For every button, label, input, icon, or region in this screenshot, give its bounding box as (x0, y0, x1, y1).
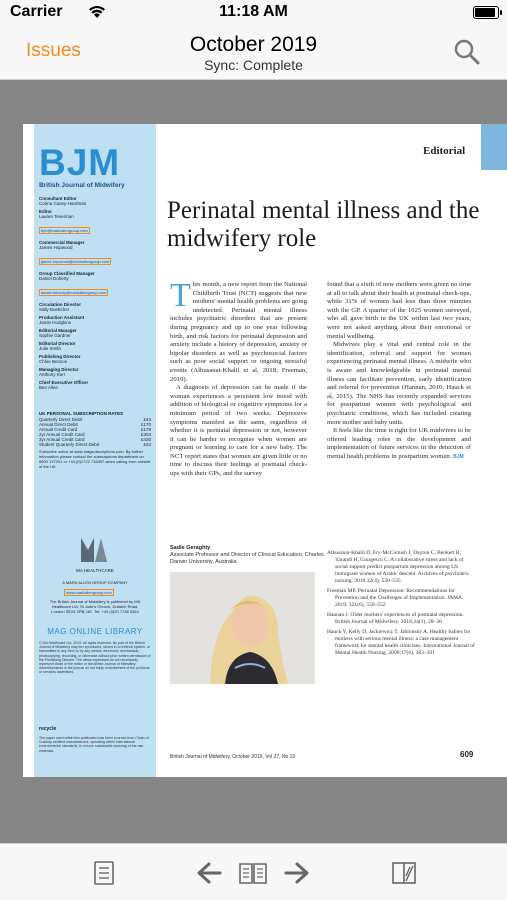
section-label: Editorial (423, 145, 466, 157)
magazine-page[interactable] (23, 124, 507, 777)
section-tab (481, 124, 507, 170)
sync-status: Sync: Complete (204, 57, 303, 73)
paragraph-text: his month, a new report from the National Childbirth Trust (NCT) suggests that new mothers' mental health problems are going undetected. Perinatal mental illness includes psychiatric disorders that are present during pregnancy and up to one year following birth, and risk factors for perinatal depression and anxiety include a history of depression, anxiety or bipolar disorders as well as psychosocial factors such as poor social support or ongoing stressful events (Alhusanat-Khalil et al, 2018; Freeman, 2019). (170, 281, 307, 383)
rate-row: Annual Credit Card £179 (39, 427, 151, 432)
mag-online-library: MAG ONLINE LIBRARY (47, 627, 143, 636)
staff-entry: Group Classified Manager Daniel Doherty daniel.doherty@markallengroup.com (39, 271, 107, 295)
author-block (170, 545, 330, 566)
staff-entry: Circulation Director Sally Boettcher (39, 302, 82, 312)
bjm-logo: BJM (39, 142, 121, 183)
paragraph: A diagnosis of depression can be made if the woman experiences a persistent low mood with addition of biological or cognitive symptoms for a minimum period of two weeks. Depressive symptoms manifest as the same, regardless of whether it is perinatal depression or not, however it can be harder to recognise when women are pregnant or learning to care for a new baby. The NCT report states that women are given little or no time to discuss their feelings at postnatal check-ups with their GPs, and the survey (170, 384, 307, 478)
recycle-logo: recycle (39, 726, 57, 732)
email-link[interactable]: bjm@markallengroup.com (41, 228, 88, 233)
rate-row: Quarterly Direct Debit £43 (39, 417, 151, 422)
paragraph: Midwives play a vital and central role in the identification, referral and support for women experiencing perinatal mental illness. A midwife who is aware and knowledgeable in perinatal mental illness can facilitate prevention, early identification and referral for prevention (Hannan, 2016; Hauck et al, 2015). The NHS has recently expanded services for postpartum women with psychological and psychiatric conditions, which has included creating more mother and baby units. (327, 341, 471, 426)
reference: Hannan J. Older mothers' experiences of postnatal depression. British Journal of Midwifery. 2016;24(1), 28–36 (327, 612, 464, 625)
back-arrow-icon[interactable] (194, 858, 224, 888)
issue-title: October 2019 (189, 33, 318, 56)
rate-row: Annual Direct Debit £170 (39, 422, 151, 427)
carrier-label: Carrier (10, 3, 63, 20)
email-link[interactable]: daniel.doherty@markallengroup.com (41, 290, 107, 295)
staff-entry: Commercial Manager James Hopwood james.hopwood@markallengroup.com (39, 240, 110, 264)
article-column-2 (327, 281, 471, 461)
bottom-toolbar (0, 843, 507, 900)
author-role: Associate Professor and Director of Clinical Education, Charles Darwin University, Australia (170, 552, 324, 565)
ma-site-link[interactable]: www.markallengroup.com (66, 590, 112, 595)
rate-row: 2yr Annual Credit Card £304 (39, 432, 151, 437)
status-time: 11:18 AM (219, 3, 288, 20)
staff-entry: Consultant Editor Corina Casey-Hardman (39, 196, 87, 206)
reference: Freeman MP. Perinatal Depression: Recommendations for Prevention and the Challenges of Implementation. JAMA. 2019; 321(6), 550–552 (327, 588, 464, 608)
ma-healthcare-logo (79, 534, 109, 564)
references-list (327, 550, 477, 660)
staff-entry: Production Assistant Jamie Hodgkins (39, 315, 85, 325)
search-icon[interactable] (453, 38, 481, 66)
rate-row: Student Quarterly Direct Debit £24 (39, 442, 151, 447)
author-photo (170, 572, 315, 684)
staff-entry: Publishing Director Chloe Benson (39, 354, 81, 364)
end-mark: BJM (453, 453, 464, 460)
staff-entry: Editorial Manager Sophie Gardner (39, 328, 77, 338)
layout-icon[interactable] (389, 858, 419, 888)
copyright-notice: © MA Healthcare Ltd, 2019. All rights reserved. No part of the British Journal of Midwifery may be reproduced, stored in a retrieval system, or transmitted in any form or by any means, electronic, mechanical, photocopying, recording, or otherwise without prior written permission of the Publishing Director. The views expressed do not necessarily represent those of the editor or the British Journal of Midwifery. Advertisements in the journal do not imply endorsement of the products or services advertised. (39, 641, 151, 675)
reference: Hauck Y, Kelly D, Jackiewicz T, Jablonsky A. Healthy babies for mothers with serious mental illness: a case management framework for mental health clinicians. International Journal of Mental Health Nursing. 2008;17(6), 383–391 (327, 629, 475, 656)
page-viewer[interactable] (0, 80, 507, 843)
staff-list (39, 196, 151, 393)
paragraph: found that a sixth of new mothers were given no time at all to talk about their health at postnatal check-ups, while 31% of women had less than three minutes with the GP. A quarter of the 1025 women surveyed, who all gave birth in the UK within last two years, were not asked anything about their emotional or mental wellbeing. (327, 281, 471, 340)
subscription-rates: UK PERSONAL SUBSCRIPTION RATES Quarterly Direct Debit £43 Annual Direct Debit £170 Annual Credit Card £179 2yr Annual Credit Card £304 3yr Annual Credit Card £430 Student Quarterly Direct Debit £24 Subscribe online at www.magsubscriptions.com. By further information please contact the subscriptions department on 0800 137201 or +44 (0)1722 716997 when calling from outside of the UK. (39, 411, 151, 469)
paragraph (170, 277, 307, 384)
rate-row: 3yr Annual Credit Card £430 (39, 437, 151, 442)
issues-back-button[interactable]: Issues (26, 40, 81, 61)
page-footer-journal: British Journal of Midwifery, October 2019, Vol 27, No 10 (170, 754, 296, 760)
email-link[interactable]: james.hopwood@markallengroup.com (41, 259, 110, 264)
paragraph: It feels like the time is right for UK midwives to be offered leading roles in the development and implementation of future services in the detection of mental health problems in postpartum women. BJM (327, 427, 471, 460)
author-name: Sadie Geraghty (170, 545, 211, 551)
status-bar (0, 0, 507, 26)
page-number: 609 (460, 750, 474, 759)
staff-entry: Editor Lauren Teseririan bjm@markallengroup.com (39, 209, 88, 233)
battery-icon (473, 6, 499, 19)
staff-entry: Chief Executive Officer Ben Allen (39, 380, 89, 390)
ma-company-label: A MARK ALLEN GROUP COMPANY (62, 580, 128, 585)
article-headline: Perinatal mental illness and the midwifery role (167, 197, 480, 252)
reference: Alhusanat-Khalil D, Fry-McComish J, Dayton C, Benkert R, Yarandi H, Giurgescu C. A collaborative stress and lack of social support predict postpartum depression among US immigrant women of Arabic descent. Archives of psychiatric nursing. 2018;32(4), 530–535 (327, 550, 470, 584)
masthead-sidebar (34, 124, 156, 777)
bjm-subtitle: British Journal of Midwifery (39, 182, 125, 189)
staff-entry: Editorial Director Julie Smith (39, 341, 76, 351)
battery-level (475, 8, 495, 17)
rates-note: Subscribe online at www.magsubscriptions.com. By further information please contact the subscriptions department on 0800 137201 or +44 (0)1722 716997 when calling from outside of the UK. (39, 449, 151, 469)
contents-icon[interactable] (89, 858, 119, 888)
paper-notice: The paper used within this publication has been sourced from Chain-of-Custody certified manufacturers, operating within international environmental standards, to ensure sustainable sourcing of the raw materials. (39, 736, 150, 753)
staff-entry: Managing Director Anthony Kerr (39, 367, 79, 377)
pages-icon[interactable] (238, 858, 268, 888)
nav-bar (0, 26, 507, 80)
article-column-1 (170, 277, 307, 479)
forward-arrow-icon[interactable] (282, 858, 312, 888)
publisher-info: The British Journal of Midwifery is published by MA Healthcare Ltd, St Jude's Church, Dulwich Road, London SE24 0PB, UK. Tel: +44 (0)20 7738 5454 (49, 599, 141, 614)
drop-cap: T (170, 277, 191, 314)
ma-healthcare-label: MA HEALTHCARE (76, 568, 114, 573)
